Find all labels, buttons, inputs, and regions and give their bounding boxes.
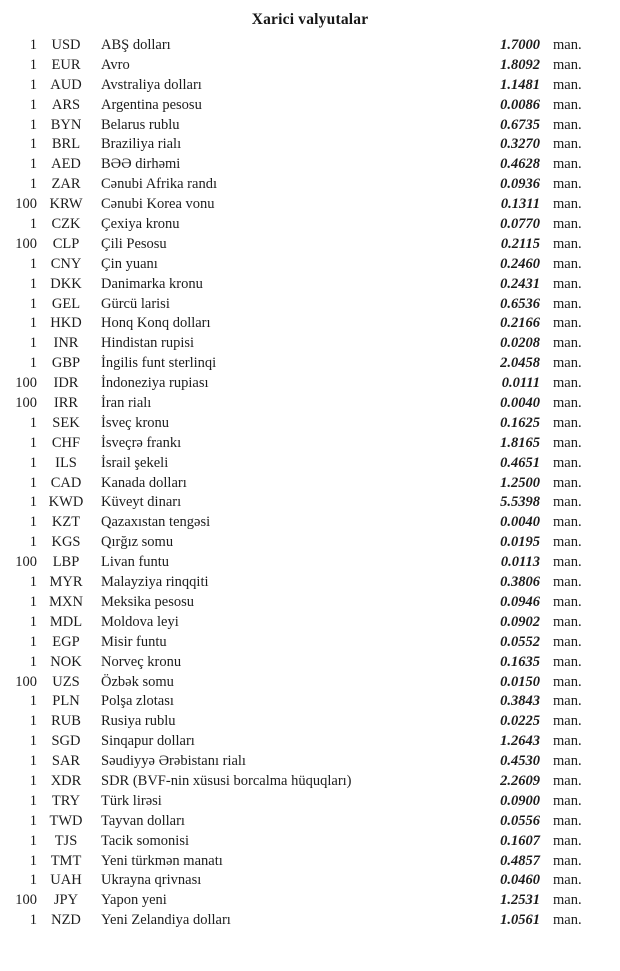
currency-quantity: 1 [29, 315, 37, 332]
currency-code: SEK [52, 414, 80, 431]
currency-unit-label: man. [553, 96, 582, 113]
currency-code: PLN [52, 693, 80, 710]
currency-quantity: 100 [15, 395, 37, 412]
currency-name: Özbək somu [101, 673, 174, 690]
table-row [0, 832, 620, 852]
currency-unit-label: man. [553, 653, 582, 670]
currency-code: DKK [50, 275, 82, 292]
currency-rate: 0.0770 [500, 216, 540, 233]
currency-name: Avro [101, 56, 130, 73]
currency-unit-label: man. [553, 733, 582, 750]
currency-quantity: 1 [29, 335, 37, 352]
table-row [0, 871, 620, 891]
currency-unit-label: man. [553, 375, 582, 392]
currency-unit-label: man. [553, 196, 582, 213]
currency-code: ARS [51, 96, 81, 113]
currency-rate: 0.0552 [500, 633, 540, 650]
currency-unit-label: man. [553, 474, 582, 491]
currency-quantity: 1 [29, 56, 37, 73]
currency-code: UZS [52, 673, 80, 690]
currency-code: UAH [50, 872, 82, 889]
currency-quantity: 100 [15, 375, 37, 392]
table-row [0, 116, 620, 136]
currency-unit-label: man. [553, 713, 582, 730]
table-row [0, 891, 620, 911]
currency-rate: 0.0040 [500, 395, 540, 412]
table-row [0, 692, 620, 712]
currency-rate: 0.0113 [500, 554, 540, 571]
table-row [0, 56, 620, 76]
currency-unit-label: man. [553, 216, 582, 233]
currency-quantity: 1 [29, 355, 37, 372]
currency-unit-label: man. [553, 613, 582, 630]
table-row [0, 334, 620, 354]
currency-quantity: 1 [29, 454, 37, 471]
currency-name: Küveyt dinarı [101, 494, 182, 511]
currency-code: KGS [51, 534, 81, 551]
currency-unit-label: man. [553, 912, 582, 929]
currency-unit-label: man. [553, 295, 582, 312]
currency-quantity: 1 [29, 514, 37, 531]
currency-name: Rusiya rublu [101, 713, 176, 730]
currency-name: BƏƏ dirhəmi [101, 156, 181, 173]
currency-name: Braziliya rialı [101, 136, 182, 153]
currency-rate: 1.2643 [500, 733, 540, 750]
currency-rate: 0.4530 [500, 753, 540, 770]
currency-code: IDR [53, 375, 79, 392]
currency-rate: 0.0225 [500, 713, 540, 730]
currency-code: HKD [50, 315, 82, 332]
currency-name: Kanada dolları [101, 474, 187, 491]
table-row [0, 812, 620, 832]
currency-rate: 0.0150 [500, 673, 540, 690]
currency-quantity: 1 [29, 912, 37, 929]
currency-quantity: 1 [29, 434, 37, 451]
currency-unit-label: man. [553, 76, 582, 93]
currency-code: BYN [50, 116, 82, 133]
currency-unit-label: man. [553, 892, 582, 909]
currency-rate: 0.2166 [500, 315, 540, 332]
currency-rate: 1.1481 [500, 76, 540, 93]
currency-unit-label: man. [553, 275, 582, 292]
currency-unit-label: man. [553, 633, 582, 650]
currency-unit-label: man. [553, 772, 582, 789]
table-row [0, 653, 620, 673]
currency-unit-label: man. [553, 395, 582, 412]
currency-rate: 0.0086 [500, 96, 540, 113]
currency-unit-label: man. [553, 37, 582, 53]
table-row [0, 613, 620, 633]
currency-code: EUR [51, 56, 81, 73]
currency-name: ABŞ dolları [101, 37, 171, 53]
currency-name: Hindistan rupisi [101, 335, 195, 352]
currency-name: Danimarka kronu [101, 275, 203, 292]
currency-name: Avstraliya dolları [101, 76, 202, 93]
currency-code: XDR [50, 772, 82, 789]
currency-quantity: 1 [29, 176, 37, 193]
currency-quantity: 1 [29, 792, 37, 809]
currency-unit-label: man. [553, 872, 582, 889]
table-row [0, 474, 620, 494]
currency-rate: 2.0458 [500, 355, 540, 372]
table-row [0, 772, 620, 792]
currency-code: ILS [55, 454, 77, 471]
table-row [0, 553, 620, 573]
currency-rate: 2.2609 [500, 772, 540, 789]
currency-table [0, 35, 620, 931]
currency-quantity: 1 [29, 812, 37, 829]
currency-quantity: 1 [29, 116, 37, 133]
currency-name: Tacik somonisi [101, 832, 189, 849]
table-row [0, 673, 620, 693]
currency-rate: 0.0460 [500, 872, 540, 889]
currency-rate: 0.1311 [500, 196, 540, 213]
table-row [0, 175, 620, 195]
currency-rate: 0.2460 [500, 255, 540, 272]
currency-rate: 0.2431 [500, 275, 540, 292]
currency-code: CZK [51, 216, 81, 233]
currency-quantity: 1 [29, 474, 37, 491]
currency-unit-label: man. [553, 574, 582, 591]
currency-code: NOK [50, 653, 82, 670]
currency-name: Gürcü larisi [101, 295, 170, 312]
currency-rate: 0.0208 [500, 335, 540, 352]
currency-unit-label: man. [553, 136, 582, 153]
currency-unit-label: man. [553, 434, 582, 451]
currency-quantity: 1 [29, 872, 37, 889]
table-row [0, 513, 620, 533]
currency-quantity: 1 [29, 156, 37, 173]
currency-rate: 0.0936 [500, 176, 540, 193]
currency-code: KWD [48, 494, 84, 511]
currency-code: NZD [51, 912, 81, 929]
table-row [0, 36, 620, 56]
table-row [0, 135, 620, 155]
currency-rate: 1.2500 [500, 474, 540, 491]
currency-code: MDL [49, 613, 83, 630]
table-row [0, 852, 620, 872]
currency-quantity: 1 [29, 733, 37, 750]
currency-rate: 5.5398 [500, 494, 540, 511]
currency-name: Cənubi Afrika randı [101, 176, 217, 193]
currency-quantity: 1 [29, 713, 37, 730]
currency-rate: 0.3843 [500, 693, 540, 710]
currency-quantity: 1 [29, 832, 37, 849]
currency-quantity: 1 [29, 653, 37, 670]
table-row [0, 96, 620, 116]
currency-name: Qazaxıstan tengəsi [101, 514, 211, 531]
currency-quantity: 1 [29, 76, 37, 93]
table-row [0, 414, 620, 434]
table-row [0, 374, 620, 394]
currency-quantity: 1 [29, 96, 37, 113]
currency-unit-label: man. [553, 753, 582, 770]
currency-quantity: 1 [29, 37, 37, 53]
currency-rate: 0.1635 [500, 653, 540, 670]
currency-name: Tayvan dolları [101, 812, 185, 829]
currency-rate: 0.0900 [500, 792, 540, 809]
currency-name: İran rialı [101, 395, 152, 412]
currency-rate: 1.8165 [500, 434, 540, 451]
currency-unit-label: man. [553, 554, 582, 571]
currency-unit-label: man. [553, 355, 582, 372]
table-row [0, 434, 620, 454]
currency-name: Yeni Zelandiya dolları [101, 912, 231, 929]
table-row [0, 732, 620, 752]
currency-code: RUB [51, 713, 81, 730]
currency-quantity: 100 [15, 196, 37, 213]
currency-unit-label: man. [553, 534, 582, 551]
currency-code: CHF [51, 434, 81, 451]
currency-code: IRR [53, 395, 79, 412]
currency-rate: 1.8092 [500, 56, 540, 73]
currency-quantity: 100 [15, 554, 37, 571]
currency-code: INR [53, 335, 79, 352]
currency-quantity: 1 [29, 414, 37, 431]
table-row [0, 255, 620, 275]
table-row [0, 533, 620, 553]
currency-quantity: 1 [29, 255, 37, 272]
currency-unit-label: man. [553, 156, 582, 173]
currency-unit-label: man. [553, 176, 582, 193]
currency-name: Sinqapur dolları [101, 733, 195, 750]
currency-name: Ukrayna qrivnası [101, 872, 202, 889]
table-row [0, 295, 620, 315]
currency-rate: 0.0111 [501, 375, 540, 392]
currency-quantity: 1 [29, 852, 37, 869]
currency-quantity: 1 [29, 753, 37, 770]
currency-rate: 0.1607 [500, 832, 540, 849]
currency-code: USD [51, 37, 81, 53]
currency-name: Malayziya rinqqiti [101, 574, 209, 591]
currency-code: GEL [51, 295, 81, 312]
currency-name: Çili Pesosu [101, 235, 167, 252]
currency-code: MYR [49, 574, 83, 591]
table-row [0, 76, 620, 96]
currency-quantity: 100 [15, 892, 37, 909]
currency-name: İsveç kronu [101, 414, 170, 431]
table-row [0, 195, 620, 215]
currency-name: Belarus rublu [101, 116, 180, 133]
currency-unit-label: man. [553, 593, 582, 610]
currency-unit-label: man. [553, 56, 582, 73]
table-row [0, 573, 620, 593]
currency-unit-label: man. [553, 335, 582, 352]
currency-code: AED [51, 156, 81, 173]
currency-code: TWD [49, 812, 83, 829]
currency-code: EGP [52, 633, 80, 650]
table-row [0, 752, 620, 772]
currency-quantity: 100 [15, 673, 37, 690]
currency-rate: 1.0561 [500, 912, 540, 929]
table-row [0, 633, 620, 653]
currency-rate: 0.0040 [500, 514, 540, 531]
currency-code: BRL [51, 136, 81, 153]
currency-quantity: 1 [29, 216, 37, 233]
currency-unit-label: man. [553, 414, 582, 431]
currency-rate: 0.1625 [500, 414, 540, 431]
table-row [0, 215, 620, 235]
currency-quantity: 100 [15, 235, 37, 252]
table-row [0, 235, 620, 255]
currency-rate: 0.4651 [500, 454, 540, 471]
table-row [0, 712, 620, 732]
currency-code: LBP [52, 554, 80, 571]
currency-unit-label: man. [553, 494, 582, 511]
currency-rate: 1.2531 [500, 892, 540, 909]
currency-code: TMT [50, 852, 82, 869]
currency-rate: 0.0902 [500, 613, 540, 630]
currency-code: KZT [51, 514, 81, 531]
currency-unit-label: man. [553, 852, 582, 869]
table-row [0, 911, 620, 931]
currency-name: İngilis funt sterlinqi [101, 355, 217, 372]
currency-rate: 1.7000 [500, 37, 540, 53]
currency-code: ZAR [51, 176, 81, 193]
currency-code: MXN [49, 593, 83, 610]
currency-unit-label: man. [553, 315, 582, 332]
currency-code: KRW [49, 196, 83, 213]
currency-rate: 0.0946 [500, 593, 540, 610]
page-title: Xarici valyutalar [251, 11, 369, 28]
currency-rate: 0.4628 [500, 156, 540, 173]
currency-unit-label: man. [553, 116, 582, 133]
currency-unit-label: man. [553, 792, 582, 809]
currency-code: SAR [51, 753, 81, 770]
currency-name: Türk lirəsi [101, 792, 162, 809]
table-row [0, 454, 620, 474]
table-row [0, 314, 620, 334]
currency-name: İsrail şekeli [101, 454, 169, 471]
currency-unit-label: man. [553, 255, 582, 272]
currency-name: Norveç kronu [101, 653, 182, 670]
currency-quantity: 1 [29, 772, 37, 789]
currency-name: SDR (BVF-nin xüsusi borcalma hüquqları) [101, 772, 352, 789]
currency-code: AUD [50, 76, 82, 93]
currency-code: CLP [52, 235, 80, 252]
currency-rate: 0.6536 [500, 295, 540, 312]
currency-name: Argentina pesosu [101, 96, 202, 113]
currency-code: GBP [51, 355, 81, 372]
table-row [0, 493, 620, 513]
currency-name: Livan funtu [101, 554, 170, 571]
currency-rate: 0.3806 [500, 574, 540, 591]
table-row [0, 155, 620, 175]
currency-code: SGD [51, 733, 81, 750]
currency-quantity: 1 [29, 136, 37, 153]
currency-quantity: 1 [29, 574, 37, 591]
currency-name: Misir funtu [101, 633, 167, 650]
currency-unit-label: man. [553, 812, 582, 829]
currency-code: CNY [50, 255, 82, 272]
currency-name: Honq Konq dolları [101, 315, 211, 332]
currency-rate: 0.2115 [500, 235, 540, 252]
currency-quantity: 1 [29, 633, 37, 650]
table-row [0, 354, 620, 374]
currency-quantity: 1 [29, 593, 37, 610]
currency-quantity: 1 [29, 295, 37, 312]
currency-name: Polşa zlotası [101, 693, 174, 710]
table-row [0, 792, 620, 812]
currency-unit-label: man. [553, 832, 582, 849]
currency-unit-label: man. [553, 673, 582, 690]
table-row [0, 593, 620, 613]
currency-name: Səudiyyə Ərəbistanı rialı [101, 753, 246, 770]
currency-name: Meksika pesosu [101, 593, 195, 610]
currency-name: İsveçrə frankı [101, 434, 182, 451]
currency-unit-label: man. [553, 454, 582, 471]
currency-name: Yeni türkmən manatı [101, 852, 223, 869]
currency-name: İndoneziya rupiası [101, 375, 209, 392]
table-row [0, 394, 620, 414]
currency-rate: 0.0195 [500, 534, 540, 551]
table-row [0, 275, 620, 295]
currency-name: Çin yuanı [101, 255, 158, 272]
currency-code: TRY [51, 792, 81, 809]
currency-unit-label: man. [553, 235, 582, 252]
currency-unit-label: man. [553, 693, 582, 710]
currency-quantity: 1 [29, 613, 37, 630]
currency-code: CAD [50, 474, 82, 491]
currency-name: Qırğız somu [101, 534, 174, 551]
currency-unit-label: man. [553, 514, 582, 531]
currency-rate: 0.3270 [500, 136, 540, 153]
currency-name: Çexiya kronu [101, 216, 180, 233]
currency-code: TJS [54, 832, 78, 849]
currency-rate: 0.6735 [500, 116, 540, 133]
currency-quantity: 1 [29, 494, 37, 511]
currency-name: Cənubi Korea vonu [101, 196, 215, 213]
currency-rate: 0.4857 [500, 852, 540, 869]
currency-rate: 0.0556 [500, 812, 540, 829]
currency-quantity: 1 [29, 275, 37, 292]
currency-name: Moldova leyi [101, 613, 179, 630]
currency-quantity: 1 [29, 534, 37, 551]
currency-code: JPY [53, 892, 79, 909]
currency-name: Yapon yeni [101, 892, 167, 909]
currency-quantity: 1 [29, 693, 37, 710]
